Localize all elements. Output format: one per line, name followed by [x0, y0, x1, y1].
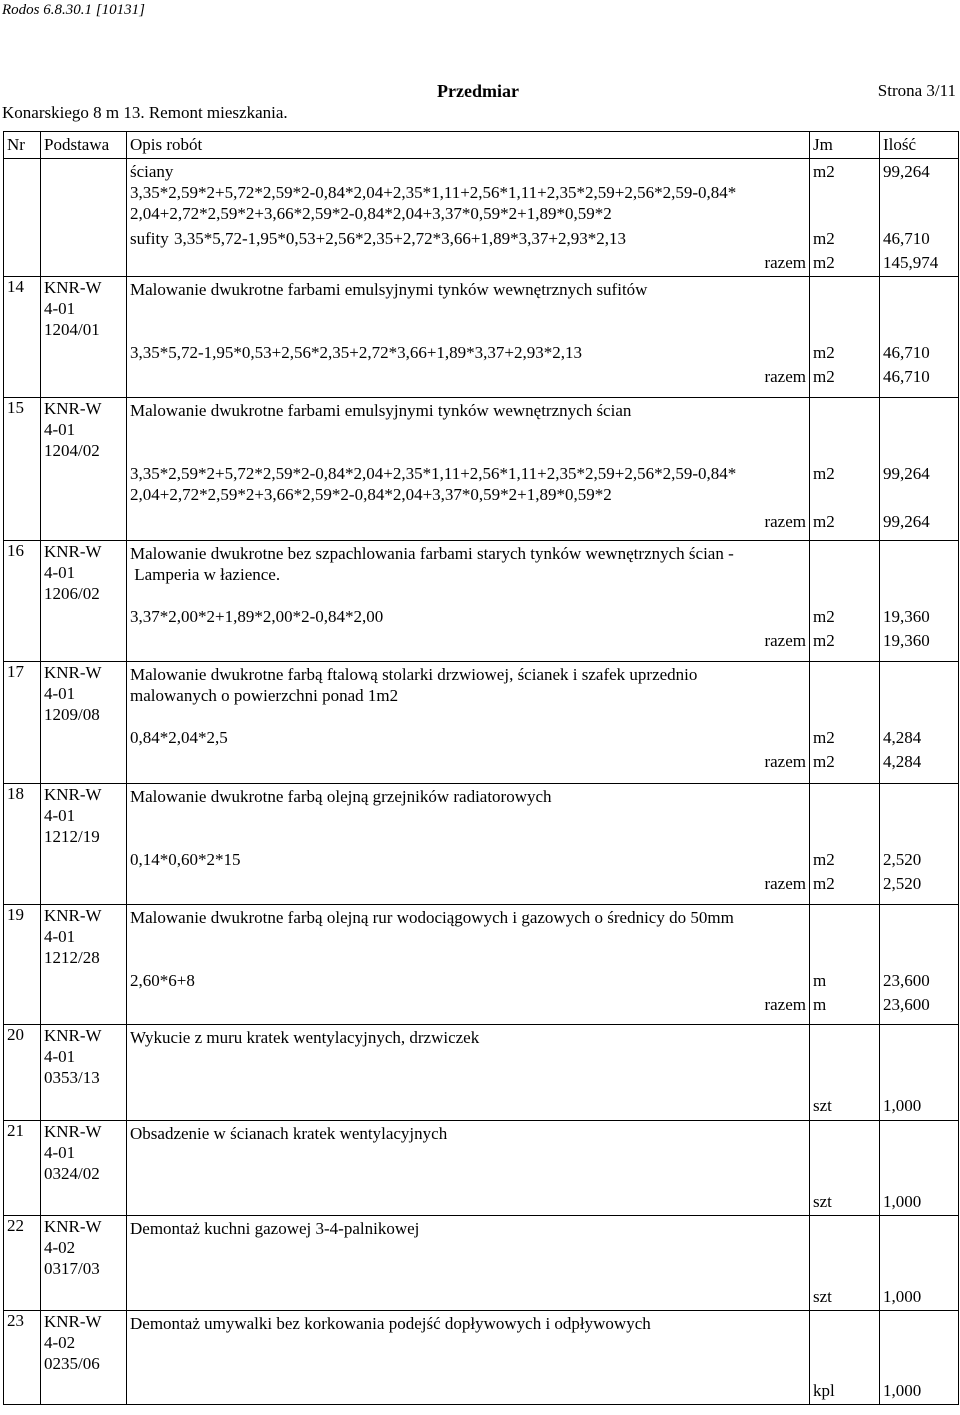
item-sum-unit: m2: [813, 874, 835, 893]
base-catalog: KNR-W: [44, 542, 102, 561]
item-sum-qty: 4,284: [883, 752, 922, 771]
item-base: [41, 905, 127, 1025]
carry-nr-cell: [4, 159, 41, 277]
walls-qty: 99,264: [883, 162, 930, 181]
item-qty-cell: [880, 1311, 959, 1405]
item-desc: [127, 541, 810, 662]
base-position: 0353/13: [44, 1068, 100, 1087]
item-unit-cell: [810, 1025, 880, 1121]
item-desc: [127, 1121, 810, 1216]
base-catalog: KNR-W: [44, 1312, 102, 1331]
item-desc: [127, 277, 810, 398]
item-desc: [127, 1216, 810, 1311]
base-position: 1206/02: [44, 584, 100, 603]
header-unit: Jm: [810, 132, 880, 159]
item-measure: 0,84*2,04*2,5: [130, 728, 228, 747]
item-desc: [127, 784, 810, 905]
item-base: [41, 784, 127, 905]
item-sum-label: razem: [764, 874, 806, 893]
item-sum-label: razem: [764, 752, 806, 771]
walls-unit: m2: [813, 162, 835, 181]
item-description: Obsadzenie w ścianach kratek wentylacyjnych: [130, 1124, 448, 1143]
item-measure: 2,60*6+8: [130, 971, 195, 990]
item-description-line-1: Malowanie dwukrotne bez szpachlowania farbami starych tynków wewnętrznych ścian -: [130, 544, 734, 563]
item-unit: m2: [813, 850, 835, 869]
item-base: [41, 1216, 127, 1311]
item-unit: m2: [813, 343, 835, 362]
base-catalog: KNR-W: [44, 663, 102, 682]
item-description-line-2: Lamperia w łazience.: [130, 565, 281, 584]
base-position: 1212/19: [44, 827, 100, 846]
item-desc: [127, 1025, 810, 1121]
item-unit-cell: [810, 1216, 880, 1311]
base-chapter: 4-01: [44, 1143, 76, 1162]
carry-over-row: [4, 159, 959, 277]
table-row: [4, 662, 959, 784]
carry-qty-cell: [880, 159, 959, 277]
base-chapter: 4-02: [44, 1333, 76, 1352]
item-desc: [127, 905, 810, 1025]
base-chapter: 4-01: [44, 927, 76, 946]
item-base: [41, 541, 127, 662]
base-catalog: KNR-W: [44, 399, 102, 418]
item-desc: [127, 398, 810, 541]
base-chapter: 4-01: [44, 1047, 76, 1066]
item-sum-qty: 99,264: [883, 512, 930, 531]
item-description: Demontaż umywalki bez korkowania podejść dopływowych i odpływowych: [130, 1314, 651, 1333]
project-subtitle: Konarskiego 8 m 13. Remont mieszkania.: [2, 103, 288, 122]
item-unit: szt: [813, 1192, 832, 1211]
ceiling-qty: 46,710: [883, 229, 930, 248]
table-row: [4, 1311, 959, 1405]
header-nr: Nr: [4, 132, 41, 159]
walls-formula-line-2: 2,04+2,72*2,59*2+3,66*2,59*2-0,84*2,04+3,37*0,59*2+1,89*0,59*2: [130, 204, 612, 223]
item-qty-cell: [880, 662, 959, 784]
walls-label: ściany: [130, 162, 174, 181]
estimate-table: [3, 131, 959, 1405]
item-nr: 19: [4, 905, 41, 1025]
item-description-line-1: Malowanie dwukrotne farbą ftalową stolarki drzwiowej, ścianek i szafek uprzednio: [130, 665, 698, 684]
item-nr: 18: [4, 784, 41, 905]
page-number: Strona 3/11: [877, 81, 956, 100]
item-nr: 23: [4, 1311, 41, 1405]
item-sum-qty: 46,710: [883, 367, 930, 386]
item-description: Wykucie z muru kratek wentylacyjnych, drzwiczek: [130, 1028, 480, 1047]
table-header-row: [4, 132, 959, 159]
item-measure: 3,37*2,00*2+1,89*2,00*2-0,84*2,00: [130, 607, 384, 626]
base-catalog: KNR-W: [44, 1026, 102, 1045]
item-qty-cell: [880, 784, 959, 905]
carry-sum-qty: 145,974: [883, 253, 939, 272]
item-qty: 4,284: [883, 728, 922, 747]
item-description-line-2: malowanych o powierzchni ponad 1m2: [130, 686, 399, 705]
item-qty: 1,000: [883, 1192, 922, 1211]
table-row: [4, 1025, 959, 1121]
item-unit-cell: [810, 1311, 880, 1405]
item-sum-qty: 2,520: [883, 874, 922, 893]
table-row: [4, 1121, 959, 1216]
item-qty-cell: [880, 905, 959, 1025]
carry-base-cell: [41, 159, 127, 277]
item-qty: 1,000: [883, 1096, 922, 1115]
base-catalog: KNR-W: [44, 1217, 102, 1236]
item-measure: 0,14*0,60*2*15: [130, 850, 241, 869]
item-qty-cell: [880, 1025, 959, 1121]
item-sum-unit: m2: [813, 367, 835, 386]
ceiling-formula: 3,35*5,72-1,95*0,53+2,56*2,35+2,72*3,66+1,89*3,37+2,93*2,13: [174, 229, 627, 248]
item-desc: [127, 662, 810, 784]
document-title: Przedmiar: [437, 81, 519, 101]
item-unit-cell: [810, 1121, 880, 1216]
item-sum-label: razem: [764, 631, 806, 650]
base-chapter: 4-01: [44, 299, 76, 318]
base-catalog: KNR-W: [44, 1122, 102, 1141]
item-sum-qty: 23,600: [883, 995, 930, 1014]
base-position: 1204/02: [44, 441, 100, 460]
item-qty-cell: [880, 1121, 959, 1216]
base-position: 0235/06: [44, 1354, 100, 1373]
table-row: [4, 905, 959, 1025]
table-row: [4, 398, 959, 541]
table-row: [4, 277, 959, 398]
item-nr: 17: [4, 662, 41, 784]
item-base: [41, 1121, 127, 1216]
item-desc: [127, 1311, 810, 1405]
item-unit-cell: [810, 905, 880, 1025]
item-unit-cell: [810, 784, 880, 905]
item-qty-cell: [880, 541, 959, 662]
item-qty: 46,710: [883, 343, 930, 362]
base-chapter: 4-01: [44, 806, 76, 825]
item-qty: 23,600: [883, 971, 930, 990]
item-unit: m2: [813, 464, 835, 483]
table-row: [4, 541, 959, 662]
carry-sum-label: razem: [764, 253, 806, 272]
item-sum-label: razem: [764, 367, 806, 386]
item-base: [41, 1025, 127, 1121]
base-chapter: 4-01: [44, 563, 76, 582]
walls-formula-line-1: 3,35*2,59*2+5,72*2,59*2-0,84*2,04+2,35*1,11+2,56*1,11+2,35*2,59+2,56*2,59-0,84*: [130, 183, 737, 202]
item-description: Malowanie dwukrotne farbą olejną grzejników radiatorowych: [130, 787, 552, 806]
base-catalog: KNR-W: [44, 278, 102, 297]
base-position: 0324/02: [44, 1164, 100, 1183]
item-nr: 22: [4, 1216, 41, 1311]
base-catalog: KNR-W: [44, 785, 102, 804]
item-measure-line-1: 3,35*2,59*2+5,72*2,59*2-0,84*2,04+2,35*1,11+2,56*1,11+2,35*2,59+2,56*2,59-0,84*: [130, 464, 737, 483]
item-measure: 3,35*5,72-1,95*0,53+2,56*2,35+2,72*3,66+1,89*3,37+2,93*2,13: [130, 343, 583, 362]
item-description: Demontaż kuchni gazowej 3-4-palnikowej: [130, 1219, 420, 1238]
item-sum-label: razem: [764, 512, 806, 531]
base-chapter: 4-01: [44, 684, 76, 703]
item-unit-cell: [810, 398, 880, 541]
ceiling-line: [130, 224, 806, 252]
base-position: 1212/28: [44, 948, 100, 967]
item-unit: m2: [813, 728, 835, 747]
ceiling-unit: m2: [813, 229, 835, 248]
item-qty: 19,360: [883, 607, 930, 626]
carry-desc-cell: [127, 159, 810, 277]
item-unit-cell: [810, 662, 880, 784]
item-unit: m: [813, 971, 827, 990]
base-position: 1204/01: [44, 320, 100, 339]
item-sum-unit: m2: [813, 631, 835, 650]
carry-sum-unit: m2: [813, 253, 835, 272]
item-nr: 16: [4, 541, 41, 662]
base-position: 1209/08: [44, 705, 100, 724]
item-description: Malowanie dwukrotne farbami emulsyjnymi tynków wewnętrznych ścian: [130, 401, 632, 420]
base-catalog: KNR-W: [44, 906, 102, 925]
item-sum-unit: m2: [813, 752, 835, 771]
item-sum-unit: m2: [813, 512, 835, 531]
item-description: Malowanie dwukrotne farbą olejną rur wodociągowych i gazowych o średnicy do 50mm: [130, 908, 734, 927]
item-sum-unit: m: [813, 995, 827, 1014]
item-qty-cell: [880, 1216, 959, 1311]
item-unit-cell: [810, 541, 880, 662]
item-qty: 1,000: [883, 1381, 922, 1400]
ceiling-label: sufity: [130, 229, 169, 248]
item-qty: 2,520: [883, 850, 922, 869]
item-unit: szt: [813, 1287, 832, 1306]
item-description: Malowanie dwukrotne farbami emulsyjnymi tynków wewnętrznych sufitów: [130, 280, 648, 299]
header-quantity: Ilość: [880, 132, 959, 159]
table-row: [4, 1216, 959, 1311]
item-unit: szt: [813, 1096, 832, 1115]
base-chapter: 4-02: [44, 1238, 76, 1257]
item-unit-cell: [810, 277, 880, 398]
item-qty: 99,264: [883, 464, 930, 483]
item-nr: 14: [4, 277, 41, 398]
item-base: [41, 277, 127, 398]
carry-unit-cell: [810, 159, 880, 277]
header-description: Opis robót: [127, 132, 810, 159]
item-base: [41, 1311, 127, 1405]
item-nr: 20: [4, 1025, 41, 1121]
item-base: [41, 662, 127, 784]
base-chapter: 4-01: [44, 420, 76, 439]
base-position: 0317/03: [44, 1259, 100, 1278]
item-measure-line-2: 2,04+2,72*2,59*2+3,66*2,59*2-0,84*2,04+3,37*0,59*2+1,89*0,59*2: [130, 485, 612, 504]
app-title: Rodos 6.8.30.1 [10131]: [2, 2, 145, 18]
item-sum-label: razem: [764, 995, 806, 1014]
item-qty-cell: [880, 277, 959, 398]
item-qty: 1,000: [883, 1287, 922, 1306]
item-base: [41, 398, 127, 541]
item-sum-qty: 19,360: [883, 631, 930, 650]
item-nr: 15: [4, 398, 41, 541]
table-row: [4, 784, 959, 905]
header-base: Podstawa: [41, 132, 127, 159]
item-nr: 21: [4, 1121, 41, 1216]
item-qty-cell: [880, 398, 959, 541]
item-unit: kpl: [813, 1381, 835, 1400]
item-unit: m2: [813, 607, 835, 626]
